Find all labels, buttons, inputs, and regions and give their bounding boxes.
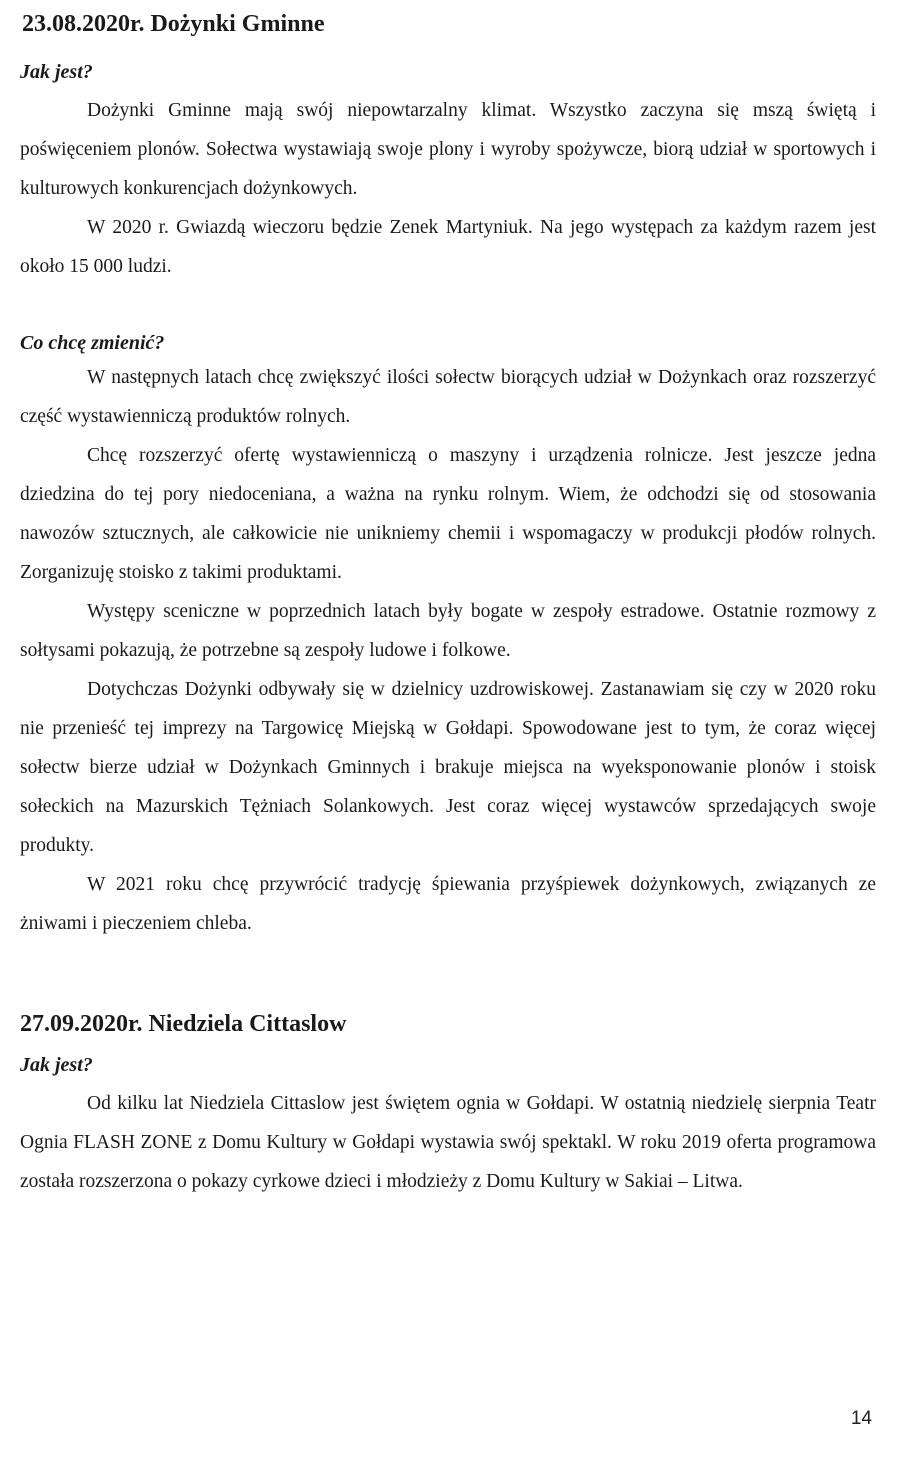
section-heading: 27.09.2020r. Niedziela Cittaslow: [20, 1011, 347, 1037]
subheading-co-chce-zmienic: Co chcę zmienić?: [20, 332, 165, 354]
subheading-jak-jest: Jak jest?: [20, 1054, 93, 1076]
section-co-chce-zmienic: [20, 328, 876, 943]
paragraph: Chcę rozszerzyć ofertę wystawienniczą o maszyny i urządzenia rolnicze. Jest jeszcze jedna dziedzina do tej pory niedoceniana, a ważna na rynku rolnym. Wiem, że odchodzi się od stosowania nawozów sztucznych, ale całkowicie nie unikniemy chemii i wspomagaczy w produkcji płodów rolnych. Zorganizuję stoisko z takimi produktami.: [20, 445, 876, 583]
section-niedziela-cittaslow: [20, 1009, 876, 1201]
paragraph: Występy sceniczne w poprzednich latach były bogate w zespoły estradowe. Ostatnie rozmowy z sołtysami pokazują, że potrzebne są zespoły ludowe i folkowe.: [20, 601, 876, 661]
paragraph: W 2020 r. Gwiazdą wieczoru będzie Zenek Martyniuk. Na jego występach za każdym razem jest około 15 000 ludzi.: [20, 217, 876, 277]
paragraph: W 2021 roku chcę przywrócić tradycję śpiewania przyśpiewek dożynkowych, związanych ze żniwami i pieczeniem chleba.: [20, 874, 876, 934]
paragraph: W następnych latach chcę zwiększyć ilości sołectw biorących udział w Dożynkach oraz rozszerzyć część wystawienniczą produktów rolnych.: [20, 367, 876, 427]
paragraph: Od kilku lat Niedziela Cittaslow jest świętem ognia w Gołdapi. W ostatnią niedzielę sierpnia Teatr Ognia FLASH ZONE z Domu Kultury w Gołdapi wystawia swój spektakl. W roku 2019 oferta programowa została rozszerzona o pokazy cyrkowe dzieci i młodzieży z Domu Kultury w Sakiai – Litwa.: [20, 1093, 876, 1192]
section-heading: 23.08.2020r. Dożynki Gminne: [22, 11, 325, 37]
section-dozynki: [20, 9, 876, 286]
paragraph: Dotychczas Dożynki odbywały się w dzielnicy uzdrowiskowej. Zastanawiam się czy w 2020 roku nie przenieść tej imprezy na Targowicę Miejską w Gołdapi. Spowodowane jest to tym, że coraz więcej sołectw bierze udział w Dożynkach Gminnych i brakuje miejsca na wyeksponowanie plonów i stoisk sołeckich na Mazurskich Tężniach Solankowych. Jest coraz więcej wystawców sprzedających swoje produkty.: [20, 679, 876, 856]
subheading-jak-jest: Jak jest?: [20, 61, 93, 83]
paragraph: Dożynki Gminne mają swój niepowtarzalny klimat. Wszystko zaczyna się mszą świętą i poświęceniem plonów. Sołectwa wystawiają swoje plony i wyroby spożywcze, biorą udział w sportowych i kulturowych konkurencjach dożynkowych.: [20, 100, 876, 199]
page-number: 14: [850, 1408, 872, 1429]
